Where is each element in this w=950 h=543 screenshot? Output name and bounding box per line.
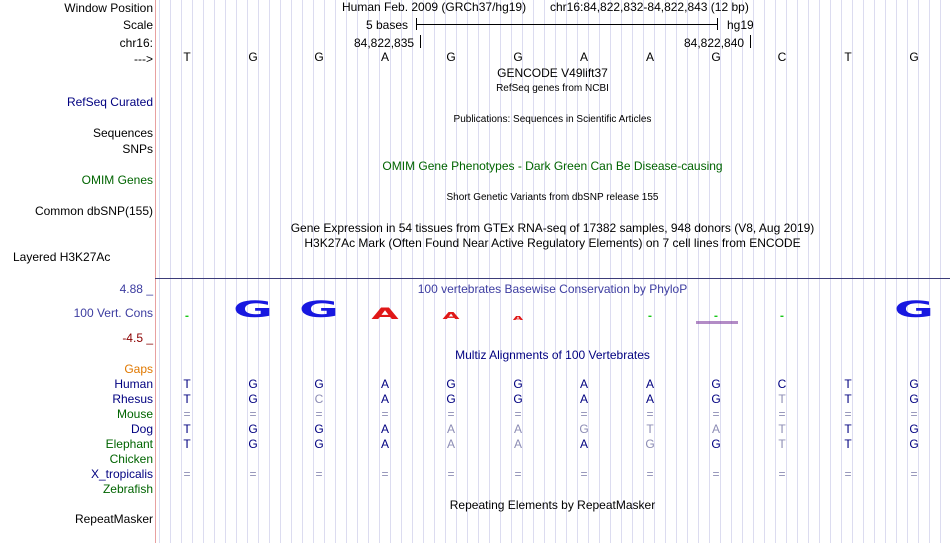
refseq-center-label[interactable]: RefSeq genes from NCBI [496,83,609,94]
alignment-base: A [380,392,389,406]
coord-left-tick [420,35,421,48]
species-label-x_tropicalis[interactable]: X_tropicalis [90,467,153,481]
alignment-base: T [778,437,786,451]
species-label-human[interactable]: Human [114,377,153,391]
alignment-base: A [513,422,522,436]
assembly-name: Human Feb. 2009 (GRCh37/hg19) [342,0,527,14]
base-letter: A [380,50,389,64]
alignment-base: C [777,377,787,391]
conservation-logo-dash: - [184,313,190,321]
alignment-base: G [248,422,258,436]
alignment-base: G [711,437,721,451]
alignment-base: G [645,437,655,451]
alignment-base: G [711,377,721,391]
alignment-base: T [183,437,191,451]
h3k27ac-track-label[interactable]: Layered H3K27Ac [13,250,111,264]
species-label-mouse[interactable]: Mouse [116,407,153,421]
alignment-base: A [579,377,588,391]
conservation-negative-mark [696,321,738,324]
alignment-base: T [778,392,786,406]
conservation-logo-a: A [371,306,399,322]
alignment-base: = [447,467,455,481]
h3k27ac-center-label[interactable]: H3K27Ac Mark (Often Found Near Active Regulatory Elements) on 7 cell lines from ENCODE [304,236,801,250]
species-label-rhesus[interactable]: Rhesus [112,392,153,406]
alignment-base: = [778,467,786,481]
species-label-chicken[interactable]: Chicken [109,452,153,466]
alignment-base: G [909,437,919,451]
scale-text: 5 bases [366,18,409,32]
alignment-base: G [446,392,456,406]
base-letter: T [183,50,191,64]
alignment-base: A [380,437,389,451]
alignment-base: = [646,407,654,421]
refseq-track-label[interactable]: RefSeq Curated [66,95,153,109]
alignment-base: T [183,392,191,406]
gtex-center-label[interactable]: Gene Expression in 54 tissues from GTEx RNA-seq of 17382 samples, 948 donors (V8, Aug 2019) [290,221,815,235]
alignment-base: = [381,407,389,421]
alignment-base: A [380,422,389,436]
conservation-logo-a: A [442,312,460,322]
alignment-base: = [844,407,852,421]
alignment-base: G [446,377,456,391]
strand-label: ---> [134,52,153,66]
alignment-base: A [513,437,522,451]
gencode-title[interactable]: GENCODE V49lift37 [497,66,608,80]
alignment-base: A [446,437,455,451]
base-letter: T [844,50,852,64]
conservation-logo-g: G [894,300,934,322]
publications-center-label[interactable]: Publications: Sequences in Scientific Articles [453,114,652,125]
alignment-base: = [447,407,455,421]
alignment-base: G [314,422,324,436]
alignment-base: T [844,377,852,391]
alignment-base: = [712,407,720,421]
base-letter: G [711,50,721,64]
alignment-base: G [513,377,523,391]
alignment-base: = [712,467,720,481]
alignment-base: = [514,467,522,481]
alignment-base: G [909,392,919,406]
conservation-logo-a: A [512,316,524,322]
alignment-base: = [315,407,323,421]
phylop-max-label: 4.88 _ [119,282,153,296]
alignment-base: G [909,422,919,436]
alignment-base: T [183,377,191,391]
alignment-base: = [580,407,588,421]
alignment-base: G [909,377,919,391]
alignment-base: G [711,392,721,406]
alignment-base: G [248,392,258,406]
dbsnp-track-label[interactable]: Common dbSNP(155) [34,204,153,218]
alignment-base: = [315,467,323,481]
coord-right: 84,822,840 [684,36,745,50]
alignment-base: = [249,407,257,421]
omim-track-label[interactable]: OMIM Genes [81,173,153,187]
alignment-base: G [579,422,589,436]
base-letter: G [314,50,324,64]
base-letter: G [248,50,258,64]
window-position-label: Window Position [64,1,153,15]
alignment-base: T [183,422,191,436]
conservation-logo-dash: - [713,313,719,321]
phylop-track-label[interactable]: 100 Vert. Cons [73,306,153,320]
species-label-zebrafish[interactable]: Zebrafish [102,482,153,496]
conservation-logo-g: G [233,300,273,322]
alignment-base: A [446,422,455,436]
alignment-base: A [645,377,654,391]
alignment-base: T [778,422,786,436]
conservation-logo-dash: - [647,313,653,321]
alignment-base: T [844,437,852,451]
coord-right-tick [750,35,751,48]
alignment-base: G [314,377,324,391]
snps-track-label[interactable]: SNPs [122,142,153,156]
phylop-min-label: -4.5 _ [122,331,153,345]
alignment-base: = [844,467,852,481]
window-position-text: chr16:84,822,832-84,822,843 (12 bp) [550,0,749,14]
omim-center-label[interactable]: OMIM Gene Phenotypes - Dark Green Can Be Disease-causing [382,159,723,173]
sequences-track-label[interactable]: Sequences [92,126,153,140]
alignment-base: = [910,467,918,481]
repeatmasker-center-label[interactable]: Repeating Elements by RepeatMasker [449,498,656,512]
base-letter: G [446,50,456,64]
base-letter: A [645,50,654,64]
alignment-base: A [380,377,389,391]
track-separator [155,278,950,279]
alignment-base: G [248,377,258,391]
alignment-base: = [514,407,522,421]
scale-label: Scale [122,18,153,32]
alignment-base: G [314,437,324,451]
scale-db: hg19 [727,18,754,32]
alignment-base: = [646,467,654,481]
gaps-label: Gaps [124,362,153,376]
alignment-base: = [183,467,191,481]
base-letter: C [777,50,787,64]
species-label-dog[interactable]: Dog [130,422,153,436]
conservation-logo-g: G [299,300,339,322]
alignment-base: = [778,407,786,421]
alignment-base: T [844,422,852,436]
phylop-center-label[interactable]: 100 vertebrates Basewise Conservation by PhyloP [417,282,688,296]
coord-left: 84,822,835 [354,36,415,50]
alignment-base: T [646,422,654,436]
chrom-label: chr16: [119,36,153,50]
alignment-base: C [314,392,324,406]
alignment-base: A [579,392,588,406]
alignment-base: = [249,467,257,481]
alignment-base: A [645,392,654,406]
scale-bar-left-tick [416,18,417,30]
base-letter: A [579,50,588,64]
scale-bar-right-tick [717,18,718,30]
alignment-base: T [844,392,852,406]
alignment-base: G [513,392,523,406]
alignment-base: A [711,422,720,436]
scale-bar [416,24,718,25]
alignment-base: G [248,437,258,451]
conservation-logo-dash: - [779,313,785,321]
alignment-base: = [580,467,588,481]
repeatmasker-track-label[interactable]: RepeatMasker [74,512,153,526]
dbsnp-center-label[interactable]: Short Genetic Variants from dbSNP release 155 [446,192,659,203]
alignment-base: = [910,407,918,421]
alignment-base: = [183,407,191,421]
multiz-center-label[interactable]: Multiz Alignments of 100 Vertebrates [455,348,650,362]
base-letter: G [513,50,523,64]
alignment-base: = [381,467,389,481]
species-label-elephant[interactable]: Elephant [105,437,153,451]
base-letter: G [909,50,919,64]
alignment-base: A [579,437,588,451]
